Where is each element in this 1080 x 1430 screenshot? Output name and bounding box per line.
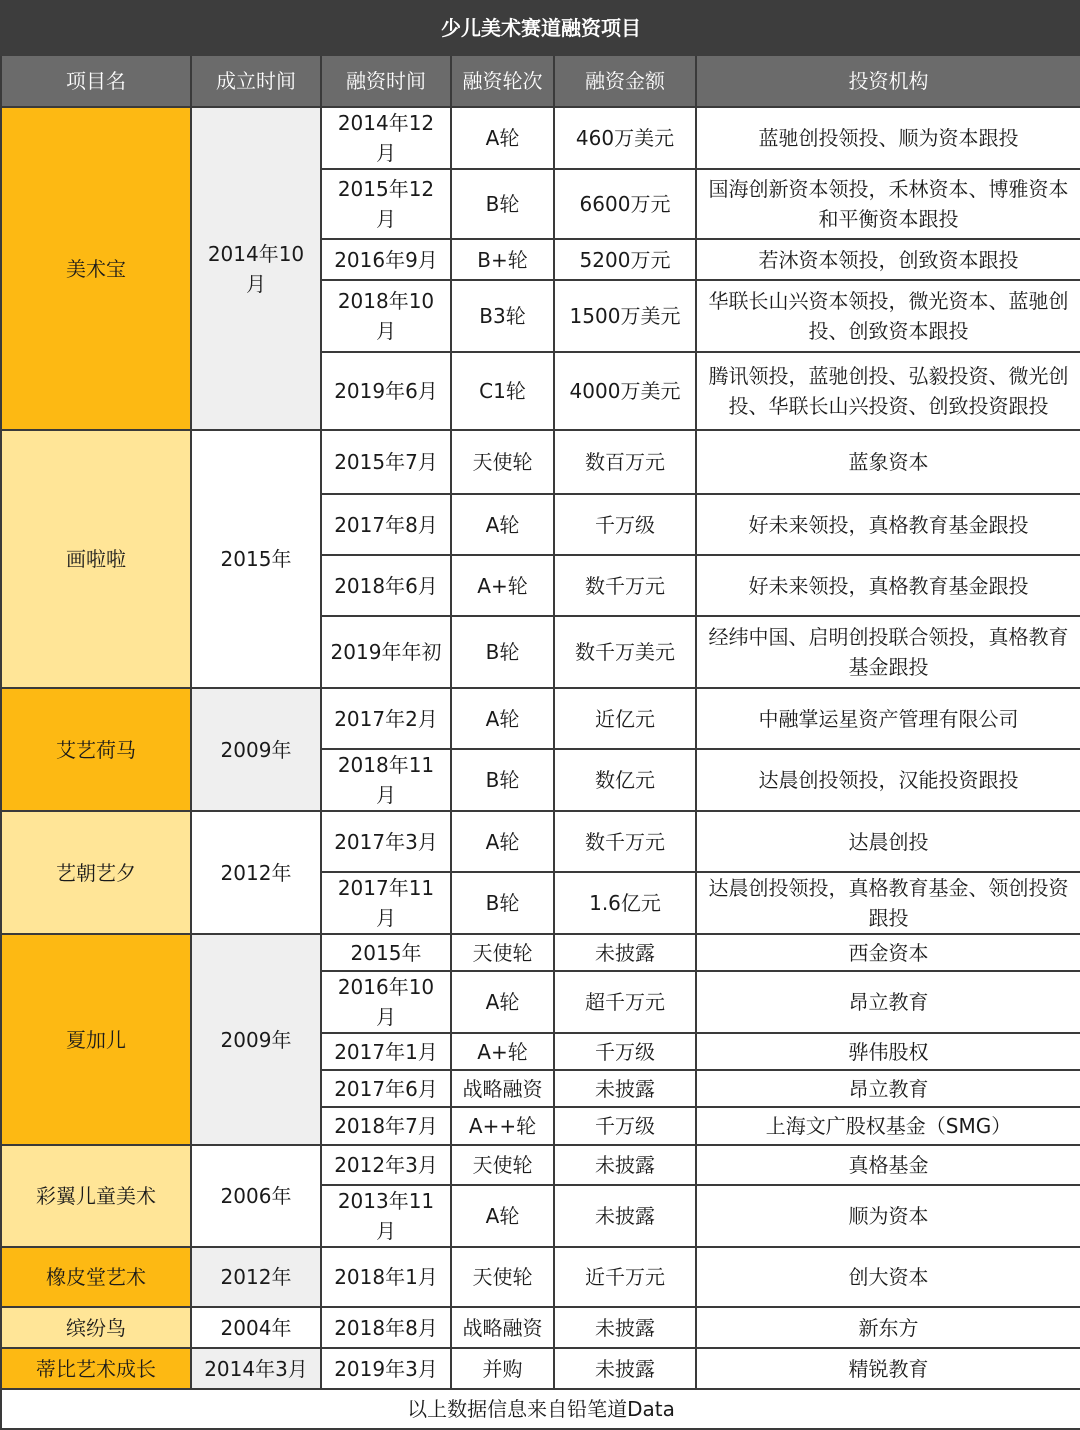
funding-date-cell: 2018年6月: [321, 555, 451, 616]
investors-cell: 新东方: [696, 1307, 1080, 1348]
table-row: [1, 1247, 1080, 1307]
funding-amount-cell: 数亿元: [554, 749, 696, 811]
funding-amount-cell: 数千万美元: [554, 616, 696, 688]
funding-amount-cell: 超千万元: [554, 971, 696, 1033]
funding-date-cell: 2017年8月: [321, 494, 451, 555]
funding-round-cell: 战略融资: [451, 1070, 554, 1107]
funding-round-cell: A+轮: [451, 1033, 554, 1070]
investors-cell: 真格基金: [696, 1145, 1080, 1185]
funding-date-cell: 2017年6月: [321, 1070, 451, 1107]
table-row: [1, 1307, 1080, 1348]
table-row: [1, 1145, 1080, 1185]
funding-date-cell: 2018年8月: [321, 1307, 451, 1348]
funding-amount-cell: 460万美元: [554, 107, 696, 169]
table-row: [1, 430, 1080, 494]
funding-round-cell: B轮: [451, 169, 554, 239]
header-cell: 投资机构: [696, 55, 1080, 107]
project-name-cell: 彩翼儿童美术: [1, 1145, 191, 1247]
project-name-cell: 艺朝艺夕: [1, 811, 191, 934]
table-row: [1, 688, 1080, 749]
funding-round-cell: 并购: [451, 1348, 554, 1389]
funding-amount-cell: 近亿元: [554, 688, 696, 749]
founded-cell: 2009年: [191, 688, 321, 811]
funding-date-cell: 2015年: [321, 934, 451, 971]
funding-date-cell: 2016年9月: [321, 239, 451, 280]
table-row: [1, 107, 1080, 169]
funding-round-cell: B轮: [451, 749, 554, 811]
header-cell: 融资时间: [321, 55, 451, 107]
funding-amount-cell: 数百万元: [554, 430, 696, 494]
project-name-cell: 美术宝: [1, 107, 191, 430]
funding-round-cell: 战略融资: [451, 1307, 554, 1348]
funding-date-cell: 2017年2月: [321, 688, 451, 749]
table-row: [1, 934, 1080, 971]
funding-date-cell: 2018年10月: [321, 280, 451, 352]
table-row: [1, 1348, 1080, 1389]
funding-round-cell: 天使轮: [451, 934, 554, 971]
funding-date-cell: 2015年7月: [321, 430, 451, 494]
funding-round-cell: 天使轮: [451, 1145, 554, 1185]
funding-round-cell: 天使轮: [451, 1247, 554, 1307]
funding-amount-cell: 数千万元: [554, 555, 696, 616]
funding-amount-cell: 5200万元: [554, 239, 696, 280]
funding-date-cell: 2018年1月: [321, 1247, 451, 1307]
header-cell: 成立时间: [191, 55, 321, 107]
funding-date-cell: 2015年12月: [321, 169, 451, 239]
investors-cell: 达晨创投领投，汉能投资跟投: [696, 749, 1080, 811]
funding-amount-cell: 数千万元: [554, 811, 696, 872]
investors-cell: 中融掌运星资产管理有限公司: [696, 688, 1080, 749]
funding-amount-cell: 未披露: [554, 1307, 696, 1348]
investors-cell: 若沐资本领投，创致资本跟投: [696, 239, 1080, 280]
funding-round-cell: A轮: [451, 971, 554, 1033]
header-cell: 项目名: [1, 55, 191, 107]
investors-cell: 顺为资本: [696, 1185, 1080, 1247]
funding-round-cell: B轮: [451, 616, 554, 688]
founded-cell: 2004年: [191, 1307, 321, 1348]
project-name-cell: 橡皮堂艺术: [1, 1247, 191, 1307]
project-name-cell: 缤纷鸟: [1, 1307, 191, 1348]
founded-cell: 2015年: [191, 430, 321, 688]
funding-round-cell: 天使轮: [451, 430, 554, 494]
funding-amount-cell: 未披露: [554, 934, 696, 971]
founded-cell: 2014年10月: [191, 107, 321, 430]
funding-date-cell: 2019年3月: [321, 1348, 451, 1389]
project-name-cell: 蒂比艺术成长: [1, 1348, 191, 1389]
funding-amount-cell: 未披露: [554, 1185, 696, 1247]
funding-amount-cell: 千万级: [554, 494, 696, 555]
funding-amount-cell: 未披露: [554, 1348, 696, 1389]
header-row: [1, 55, 1080, 107]
funding-amount-cell: 1500万美元: [554, 280, 696, 352]
investors-cell: 华联长山兴资本领投，微光资本、蓝驰创投、创致资本跟投: [696, 280, 1080, 352]
investors-cell: 骅伟股权: [696, 1033, 1080, 1070]
investors-cell: 上海文广股权基金（SMG）: [696, 1107, 1080, 1145]
funding-amount-cell: 千万级: [554, 1033, 696, 1070]
investors-cell: 腾讯领投，蓝驰创投、弘毅投资、微光创投、华联长山兴投资、创致投资跟投: [696, 352, 1080, 430]
investors-cell: 好未来领投，真格教育基金跟投: [696, 555, 1080, 616]
funding-amount-cell: 4000万美元: [554, 352, 696, 430]
funding-date-cell: 2019年年初: [321, 616, 451, 688]
founded-cell: 2012年: [191, 1247, 321, 1307]
investors-cell: 达晨创投: [696, 811, 1080, 872]
investors-cell: 西金资本: [696, 934, 1080, 971]
funding-date-cell: 2019年6月: [321, 352, 451, 430]
funding-date-cell: 2018年11月: [321, 749, 451, 811]
funding-date-cell: 2017年11月: [321, 872, 451, 934]
source-note: 以上数据信息来自铅笔道Data: [1, 1389, 1080, 1429]
founded-cell: 2012年: [191, 811, 321, 934]
funding-amount-cell: 未披露: [554, 1070, 696, 1107]
funding-round-cell: C1轮: [451, 352, 554, 430]
funding-amount-cell: 未披露: [554, 1145, 696, 1185]
table-title: 少儿美术赛道融资项目: [1, 1, 1080, 55]
funding-round-cell: B3轮: [451, 280, 554, 352]
investors-cell: 精锐教育: [696, 1348, 1080, 1389]
funding-round-cell: A轮: [451, 811, 554, 872]
investors-cell: 好未来领投，真格教育基金跟投: [696, 494, 1080, 555]
table-body: [1, 107, 1080, 1389]
funding-date-cell: 2016年10月: [321, 971, 451, 1033]
founded-cell: 2014年3月: [191, 1348, 321, 1389]
investors-cell: 蓝象资本: [696, 430, 1080, 494]
funding-date-cell: 2013年11月: [321, 1185, 451, 1247]
funding-date-cell: 2014年12月: [321, 107, 451, 169]
investors-cell: 创大资本: [696, 1247, 1080, 1307]
founded-cell: 2009年: [191, 934, 321, 1145]
funding-round-cell: A轮: [451, 688, 554, 749]
investors-cell: 经纬中国、启明创投联合领投，真格教育基金跟投: [696, 616, 1080, 688]
project-name-cell: 夏加儿: [1, 934, 191, 1145]
investors-cell: 昂立教育: [696, 971, 1080, 1033]
header-cell: 融资轮次: [451, 55, 554, 107]
funding-date-cell: 2017年1月: [321, 1033, 451, 1070]
funding-date-cell: 2017年3月: [321, 811, 451, 872]
funding-round-cell: A++轮: [451, 1107, 554, 1145]
project-name-cell: 画啦啦: [1, 430, 191, 688]
funding-amount-cell: 千万级: [554, 1107, 696, 1145]
project-name-cell: 艾艺荷马: [1, 688, 191, 811]
funding-round-cell: B轮: [451, 872, 554, 934]
funding-round-cell: B+轮: [451, 239, 554, 280]
funding-amount-cell: 6600万元: [554, 169, 696, 239]
header-cell: 融资金额: [554, 55, 696, 107]
investors-cell: 昂立教育: [696, 1070, 1080, 1107]
table-row: [1, 811, 1080, 872]
funding-round-cell: A轮: [451, 494, 554, 555]
investors-cell: 国海创新资本领投，禾林资本、博雅资本和平衡资本跟投: [696, 169, 1080, 239]
funding-date-cell: 2018年7月: [321, 1107, 451, 1145]
investors-cell: 达晨创投领投，真格教育基金、领创投资跟投: [696, 872, 1080, 934]
funding-round-cell: A+轮: [451, 555, 554, 616]
funding-round-cell: A轮: [451, 107, 554, 169]
funding-amount-cell: 近千万元: [554, 1247, 696, 1307]
funding-round-cell: A轮: [451, 1185, 554, 1247]
investors-cell: 蓝驰创投领投、顺为资本跟投: [696, 107, 1080, 169]
funding-amount-cell: 1.6亿元: [554, 872, 696, 934]
founded-cell: 2006年: [191, 1145, 321, 1247]
funding-date-cell: 2012年3月: [321, 1145, 451, 1185]
